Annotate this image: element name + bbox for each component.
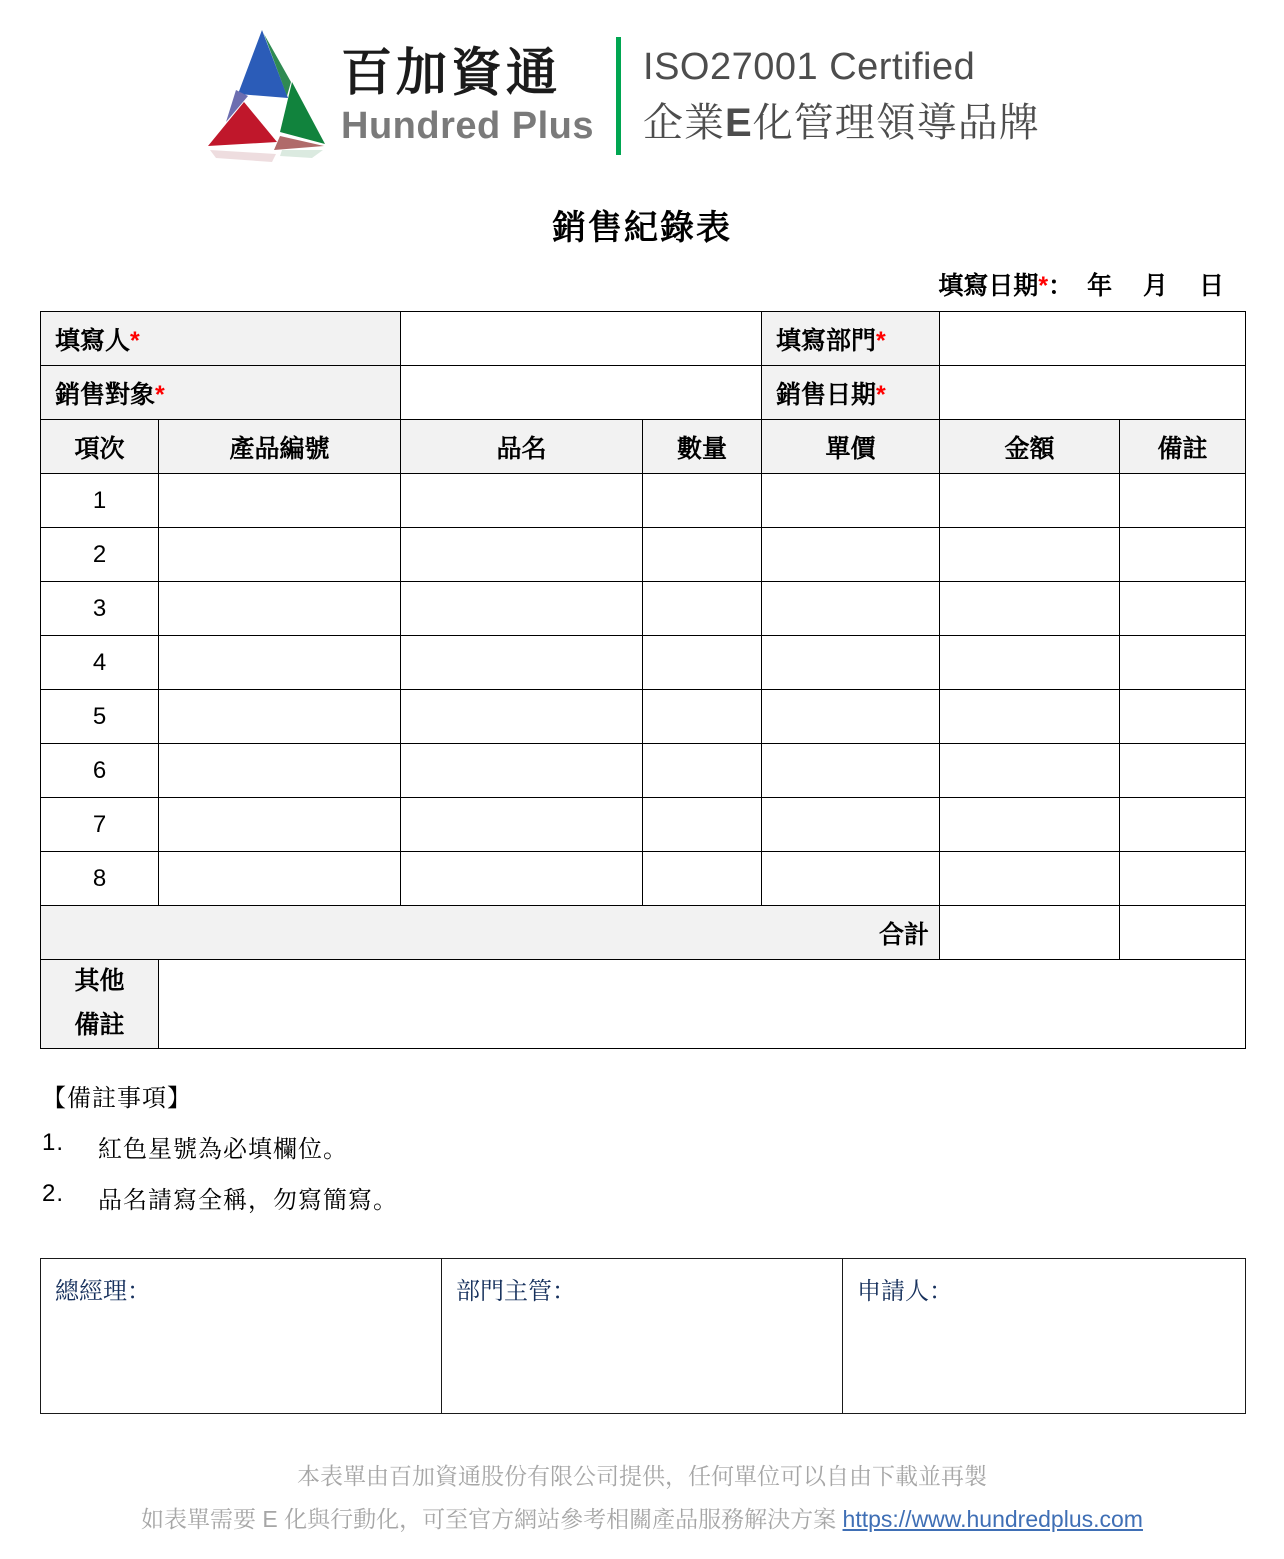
required-asterisk: * — [876, 380, 886, 409]
cell-unit-price[interactable] — [762, 690, 940, 744]
cell-product-code[interactable] — [159, 744, 401, 798]
cell-unit-price[interactable] — [762, 474, 940, 528]
note-text: 紅色星號為必填欄位。 — [98, 1136, 348, 1163]
cell-remark[interactable] — [1120, 798, 1246, 852]
note-item — [42, 1129, 942, 1164]
cell-remark[interactable] — [1120, 852, 1246, 906]
footer-line-2-text: 如表單需要 E 化與行動化，可至官方網站參考相關產品服務解決方案 — [141, 1505, 843, 1532]
cell-amount[interactable] — [940, 528, 1120, 582]
cell-product-name[interactable] — [401, 582, 643, 636]
signature-row — [41, 1259, 1246, 1414]
cell-unit-price[interactable] — [762, 798, 940, 852]
cell-product-name[interactable] — [401, 636, 643, 690]
required-asterisk: * — [130, 326, 140, 355]
filler-department-label-text: 填寫部門 — [776, 326, 877, 355]
filler-name-label — [41, 312, 401, 366]
cell-product-name[interactable] — [401, 690, 643, 744]
fill-date-ymd-placeholder: 年 月 日 — [1087, 272, 1236, 300]
cell-amount[interactable] — [940, 582, 1120, 636]
brand-logo-block — [192, 22, 1040, 170]
required-asterisk: * — [155, 380, 165, 409]
brand-name-cn: 百加資通 — [341, 43, 562, 101]
footer-line-2 — [0, 1498, 1284, 1541]
col-header-remark: 備註 — [1120, 420, 1246, 474]
filler-department-input[interactable] — [940, 312, 1246, 366]
cell-remark[interactable] — [1120, 474, 1246, 528]
tagline-cn — [643, 99, 1040, 147]
cell-unit-price[interactable] — [762, 744, 940, 798]
col-header-item-no: 項次 — [41, 420, 159, 474]
page-footer — [0, 1455, 1284, 1540]
cell-unit-price[interactable] — [762, 582, 940, 636]
cell-product-name[interactable] — [401, 474, 643, 528]
total-label: 合計 — [41, 906, 940, 960]
cell-amount[interactable] — [940, 744, 1120, 798]
signature-general-manager[interactable]: 總經理： — [41, 1259, 442, 1414]
note-number: 2. — [42, 1180, 65, 1207]
signature-applicant[interactable]: 申請人： — [843, 1259, 1246, 1414]
col-header-unit-price: 單價 — [762, 420, 940, 474]
required-asterisk: * — [876, 326, 886, 355]
tagline-cn-e: E — [725, 100, 753, 145]
note-item — [42, 1180, 942, 1215]
other-remark-label — [41, 960, 159, 1049]
other-remark-input[interactable] — [159, 960, 1246, 1049]
footer-line-1: 本表單由百加資通股份有限公司提供，任何單位可以自由下載並再製 — [297, 1463, 987, 1489]
info-row-2 — [41, 366, 1246, 420]
cell-amount[interactable] — [940, 690, 1120, 744]
info-row-1 — [41, 312, 1246, 366]
row-number: 2 — [41, 528, 159, 582]
cell-product-code[interactable] — [159, 636, 401, 690]
cell-product-name[interactable] — [401, 852, 643, 906]
cell-remark[interactable] — [1120, 528, 1246, 582]
other-remark-label-line1: 其他 — [74, 967, 125, 995]
sales-date-label — [762, 366, 940, 420]
cell-product-code[interactable] — [159, 582, 401, 636]
signature-table — [40, 1258, 1246, 1414]
total-remark-cell[interactable] — [1120, 906, 1246, 960]
cell-product-name[interactable] — [401, 798, 643, 852]
table-row — [41, 636, 1246, 690]
notes-title: 【備註事項】 — [42, 1085, 192, 1112]
brand-tagline — [643, 26, 1040, 166]
page-header — [0, 0, 1284, 190]
cell-quantity[interactable] — [643, 474, 762, 528]
row-number: 4 — [41, 636, 159, 690]
filler-department-label — [762, 312, 940, 366]
col-header-quantity: 數量 — [643, 420, 762, 474]
cell-quantity[interactable] — [643, 852, 762, 906]
note-text: 品名請寫全稱，勿寫簡寫。 — [98, 1187, 398, 1214]
cell-product-code[interactable] — [159, 690, 401, 744]
notes-section — [42, 1078, 942, 1231]
cell-unit-price[interactable] — [762, 528, 940, 582]
brand-divider — [616, 37, 621, 155]
row-number: 6 — [41, 744, 159, 798]
table-header-row — [41, 420, 1246, 474]
signature-department-head[interactable]: 部門主管： — [442, 1259, 843, 1414]
row-number: 1 — [41, 474, 159, 528]
table-row — [41, 744, 1246, 798]
hundred-plus-triangle-logo-icon — [192, 22, 337, 170]
table-row — [41, 528, 1246, 582]
cell-quantity[interactable] — [643, 582, 762, 636]
iso-certification-label: ISO27001 Certified — [643, 46, 976, 89]
page-title: 銷售紀錄表 — [552, 209, 732, 247]
cell-product-code[interactable] — [159, 528, 401, 582]
col-header-product-code: 產品編號 — [159, 420, 401, 474]
row-number: 7 — [41, 798, 159, 852]
table-row — [41, 474, 1246, 528]
tagline-cn-post: 化管理領導品牌 — [752, 100, 1040, 145]
sales-date-input[interactable] — [940, 366, 1246, 420]
fill-date-line — [938, 266, 1236, 302]
cell-quantity[interactable] — [643, 744, 762, 798]
col-header-amount: 金額 — [940, 420, 1120, 474]
cell-amount[interactable] — [940, 474, 1120, 528]
sales-record-form-table — [40, 311, 1246, 1049]
table-row — [41, 798, 1246, 852]
cell-amount[interactable] — [940, 636, 1120, 690]
table-row — [41, 852, 1246, 906]
brand-name-en: Hundred Plus — [341, 104, 595, 147]
other-remark-label-line2: 備註 — [74, 1010, 125, 1039]
cell-quantity[interactable] — [643, 528, 762, 582]
footer-website-link[interactable]: https://www.hundredplus.com — [842, 1505, 1143, 1532]
row-number: 8 — [41, 852, 159, 906]
cell-quantity[interactable] — [643, 690, 762, 744]
total-row — [41, 906, 1246, 960]
cell-product-code[interactable] — [159, 798, 401, 852]
sales-target-label-text: 銷售對象 — [55, 380, 156, 409]
cell-amount[interactable] — [940, 852, 1120, 906]
table-row — [41, 690, 1246, 744]
brand-wordmark — [341, 26, 594, 166]
cell-amount[interactable] — [940, 798, 1120, 852]
cell-product-name[interactable] — [401, 744, 643, 798]
total-amount-cell[interactable] — [940, 906, 1120, 960]
cell-remark[interactable] — [1120, 744, 1246, 798]
row-number: 3 — [41, 582, 159, 636]
filler-name-input[interactable] — [401, 312, 762, 366]
other-remark-row — [41, 960, 1246, 1049]
fill-date-colon: ： — [1048, 272, 1074, 300]
table-row — [41, 582, 1246, 636]
row-number: 5 — [41, 690, 159, 744]
cell-unit-price[interactable] — [762, 636, 940, 690]
cell-remark[interactable] — [1120, 636, 1246, 690]
cell-product-code[interactable] — [159, 474, 401, 528]
sales-target-label — [41, 366, 401, 420]
cell-quantity[interactable] — [643, 636, 762, 690]
sales-target-input[interactable] — [401, 366, 762, 420]
sales-date-label-text: 銷售日期 — [776, 380, 877, 409]
cell-product-name[interactable] — [401, 528, 643, 582]
cell-product-code[interactable] — [159, 852, 401, 906]
col-header-product-name: 品名 — [401, 420, 643, 474]
cell-remark[interactable] — [1120, 582, 1246, 636]
cell-remark[interactable] — [1120, 690, 1246, 744]
cell-unit-price[interactable] — [762, 852, 940, 906]
tagline-cn-pre: 企業 — [643, 100, 726, 145]
required-asterisk: * — [1038, 272, 1049, 300]
note-number: 1. — [42, 1129, 65, 1156]
cell-quantity[interactable] — [643, 798, 762, 852]
filler-name-label-text: 填寫人 — [55, 326, 131, 355]
fill-date-label: 填寫日期 — [938, 272, 1039, 300]
